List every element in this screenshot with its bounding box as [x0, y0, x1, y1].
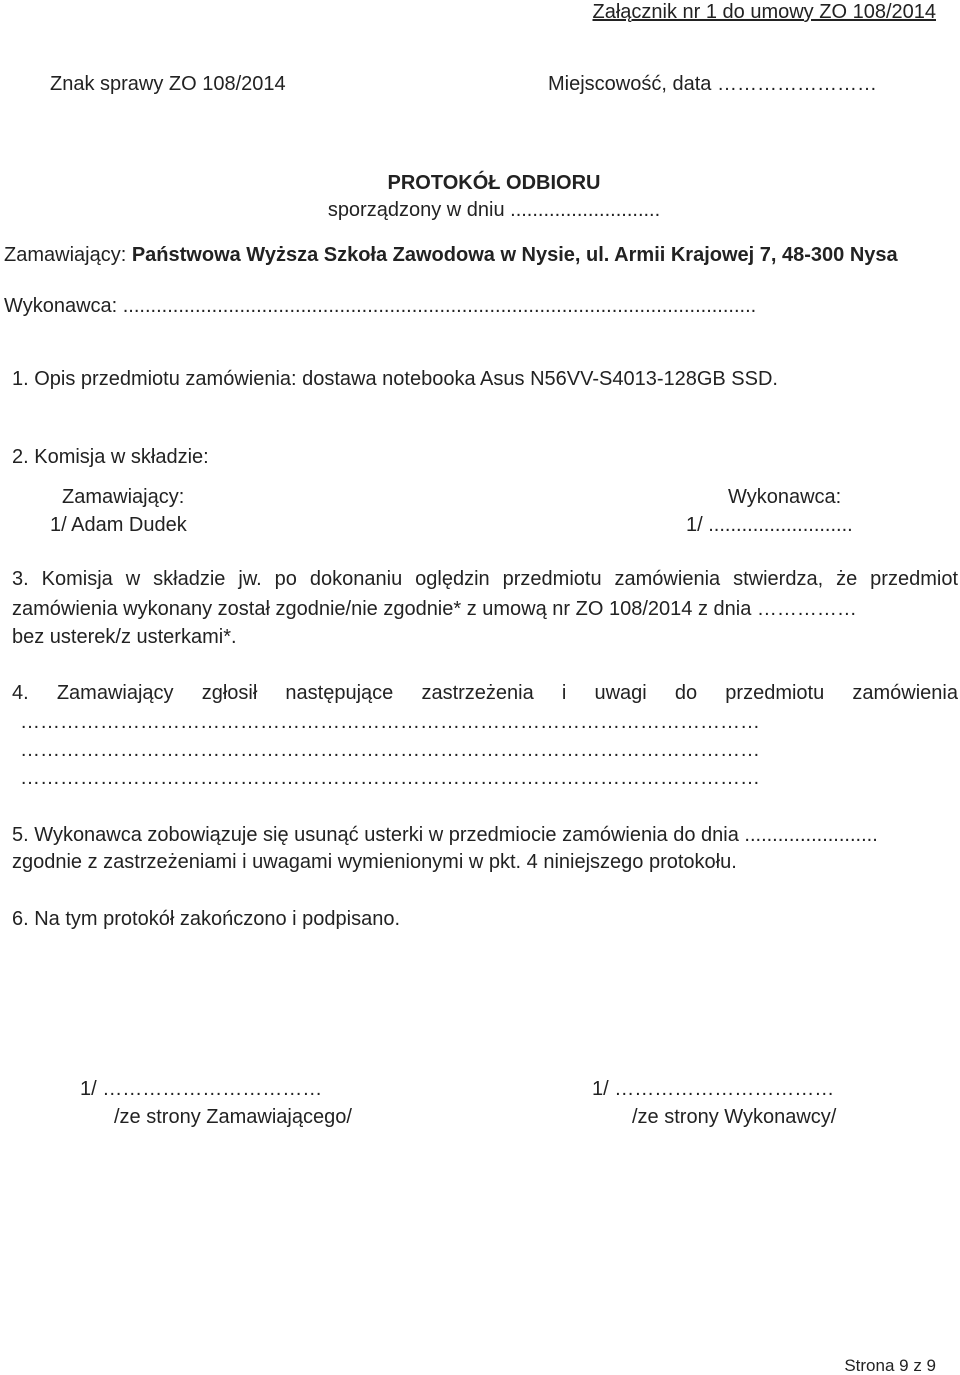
case-reference: Znak sprawy ZO 108/2014: [50, 73, 286, 95]
document-subtitle: sporządzony w dniu ...........................: [327, 199, 661, 221]
commission-zamawiajacy-member: 1/ Adam Dudek: [50, 514, 187, 536]
section-5-line-2: zgodnie z zastrzeżeniami i uwagami wymienionymi w pkt. 4 niniejszego protokołu.: [12, 851, 737, 873]
annex-reference: Załącznik nr 1 do umowy ZO 108/2014: [592, 1, 936, 23]
signature-zamawiajacy-line: 1/ ……………………………: [80, 1078, 323, 1100]
zamawiajacy-label: Zamawiający:: [4, 244, 127, 266]
commission-zamawiajacy-label: Zamawiający:: [62, 486, 185, 508]
section-3-line-3: bez usterek/z usterkami*.: [12, 626, 237, 648]
zamawiajacy-row: [4, 243, 898, 267]
zamawiajacy-value: Państwowa Wyższa Szkoła Zawodowa w Nysie, ul. Armii Krajowej 7, 48-300 Nysa: [131, 244, 898, 266]
section-5-line-1: 5. Wykonawca zobowiązuje się usunąć usterki w przedmiocie zamówienia do dnia ........................: [12, 824, 878, 846]
signature-wykonawca-caption: /ze strony Wykonawcy/: [632, 1106, 837, 1128]
commission-wykonawca-member: 1/ ..........................: [686, 514, 853, 536]
commission-wykonawca-label: Wykonawca:: [728, 486, 842, 508]
section-3-line-2: zamówienia wykonany został zgodnie/nie zgodnie* z umową nr ZO 108/2014 z dnia ……………: [12, 598, 857, 620]
place-date: Miejscowość, data ……………………: [548, 73, 877, 95]
section-1-subject: 1. Opis przedmiotu zamówienia: dostawa notebooka Asus N56VV-S4013-128GB SSD.: [12, 368, 778, 390]
section-6-closing: 6. Na tym protokół zakończono i podpisano.: [12, 908, 400, 930]
document-title: PROTOKÓŁ ODBIORU: [387, 172, 601, 194]
section-4-dots-2: …………………………………………………………………………………………………: [20, 739, 760, 761]
section-4-dots-3: …………………………………………………………………………………………………: [20, 767, 760, 789]
signature-zamawiajacy-caption: /ze strony Zamawiającego/: [114, 1106, 352, 1128]
wykonawca-line: Wykonawca: ..................................................................................................................: [4, 295, 757, 317]
section-4-dots-1: …………………………………………………………………………………………………: [20, 711, 760, 733]
page-number: Strona 9 z 9: [844, 1356, 936, 1375]
section-4-line-1: 4. Zamawiający zgłosił następujące zastrzeżenia i uwagi do przedmiotu zamówienia: [12, 682, 958, 704]
section-2-commission: 2. Komisja w składzie:: [12, 446, 209, 468]
section-3-line-1: 3. Komisja w składzie jw. po dokonaniu oględzin przedmiotu zamówienia stwierdza, że przedmiot: [12, 568, 958, 590]
signature-wykonawca-line: 1/ ……………………………: [592, 1078, 835, 1100]
